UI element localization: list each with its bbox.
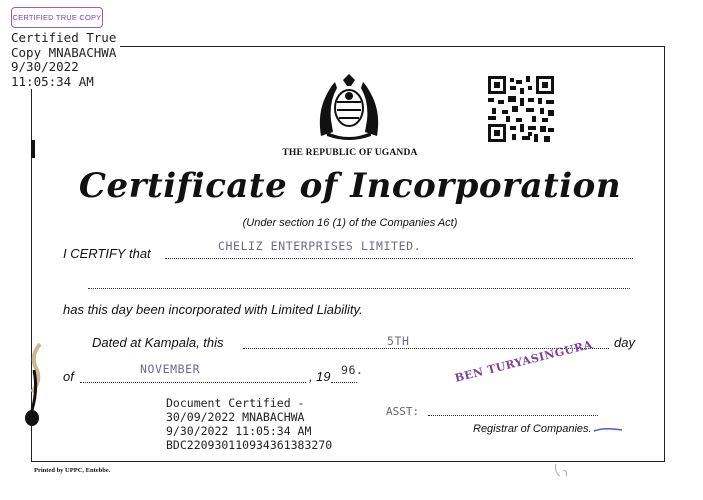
month-line — [80, 382, 306, 383]
incorporated-text: has this day been incorporated with Limited Liability. — [63, 302, 363, 317]
coat-of-arms-icon — [313, 72, 385, 144]
day-suffix: day — [614, 335, 635, 350]
ctc-line-2: Copy MNABACHWA — [11, 44, 117, 60]
doc-cert-line-1: Document Certified - — [166, 396, 305, 410]
month-value: NOVEMBER — [140, 362, 201, 376]
company-name: CHELIZ ENTERPRISES LIMITED. — [218, 239, 422, 253]
doc-cert-line-3: 9/30/2022 11:05:34 AM — [166, 424, 312, 438]
qr-code-icon — [488, 76, 554, 142]
ctc-line-1: Certified True — [11, 30, 117, 45]
year-value: 96. — [341, 363, 364, 377]
doc-cert-line-2: 30/09/2022 MNABACHWA — [166, 410, 305, 424]
certify-prefix: I CERTIFY that — [63, 246, 151, 261]
year-prefix: 19 — [316, 369, 331, 384]
signature-flourish-icon — [592, 425, 624, 435]
stamp-label: CERTIFIED TRUE COPY — [12, 13, 102, 22]
printed-by-footer: Printed by UPPC, Entebbe. — [34, 467, 111, 474]
document-certified-note — [166, 396, 332, 452]
year-line — [331, 382, 357, 383]
signature-line — [428, 415, 598, 416]
dated-prefix: Dated at Kampala, this — [92, 335, 224, 350]
registrar-signature-stamp: BEN TURYASINGURA — [453, 337, 595, 385]
asst-label: ASST: — [386, 405, 420, 418]
company-name-line — [165, 258, 633, 259]
doc-cert-line-4: BDC220930110934361383270 — [166, 438, 333, 452]
ctc-line-4: 11:05:34 AM — [11, 73, 94, 89]
seal-knot-icon — [22, 340, 52, 430]
company-name-line-2 — [88, 288, 630, 289]
certificate-title: Certificate of Incorporation — [78, 166, 622, 206]
of-prefix: of — [63, 369, 74, 384]
pencil-scribble-icon — [552, 460, 582, 480]
year-comma: , — [309, 369, 313, 384]
ctc-line-3: 9/30/2022 — [11, 59, 79, 74]
binding-mark-icon — [30, 140, 36, 158]
registrar-title: Registrar of Companies. — [473, 423, 592, 435]
certified-copy-note — [11, 31, 120, 89]
republic-heading: THE REPUBLIC OF UGANDA — [282, 148, 418, 158]
certified-true-copy-stamp — [11, 7, 103, 28]
day-value: 5TH — [387, 334, 410, 348]
certificate-subtitle: (Under section 16 (1) of the Companies Act) — [242, 217, 458, 229]
